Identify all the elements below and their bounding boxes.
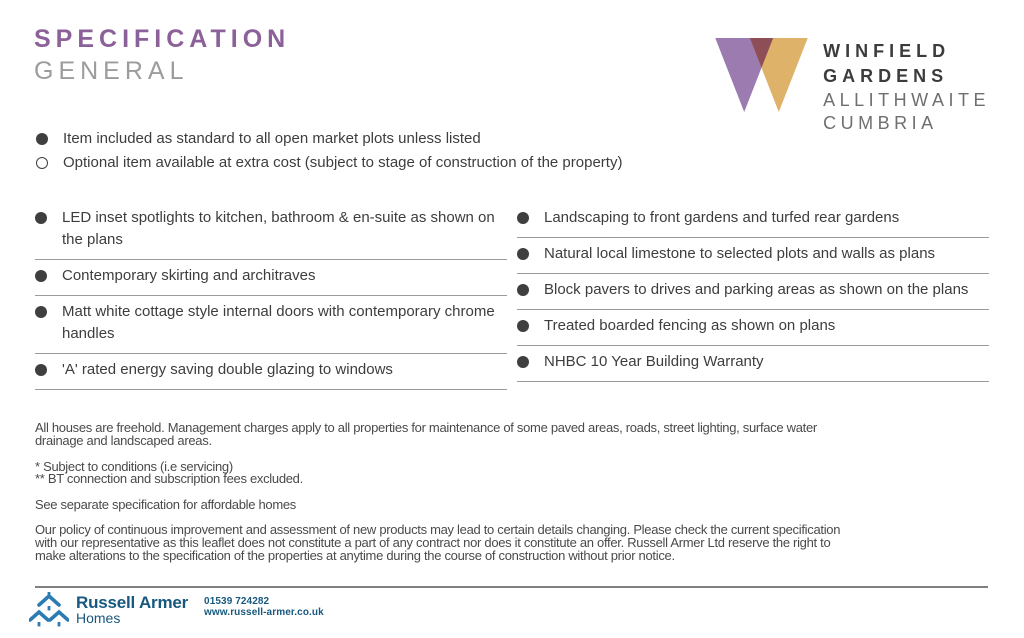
- spec-item-text: NHBC 10 Year Building Warranty: [544, 353, 764, 370]
- spec-item: [517, 310, 989, 346]
- footer-divider: [35, 586, 988, 588]
- brand-location-line2: CUMBRIA: [823, 113, 938, 133]
- specification-columns: [35, 202, 989, 390]
- spec-item-text: Landscaping to front gardens and turfed rear gardens: [544, 209, 900, 226]
- company-name: Russell Armer: [76, 593, 189, 612]
- filled-circle-icon: [36, 133, 48, 145]
- footnotes: [35, 458, 847, 487]
- company-division: Homes: [76, 610, 121, 626]
- notes-section: [35, 422, 847, 562]
- spec-item-text: Matt white cottage style internal doors with contemporary chrome handles: [62, 303, 495, 342]
- footer: [29, 592, 324, 628]
- filled-circle-icon: [35, 270, 47, 282]
- spec-item: [517, 346, 989, 382]
- spec-item: [35, 260, 507, 296]
- spec-item-text: Natural local limestone to selected plots and walls as plans: [544, 245, 936, 262]
- spec-item: [517, 238, 989, 274]
- freehold-note: All houses are freehold. Management charges apply to all properties for maintenance of some paved areas, roads, street lighting, surface water drainage and landscaped areas.: [35, 420, 817, 448]
- brand-location-line1: ALLITHWAITE: [823, 90, 990, 110]
- filled-circle-icon: [517, 356, 529, 368]
- spec-item-text: LED inset spotlights to kitchen, bathroom & en-suite as shown on the plans: [62, 209, 495, 248]
- spec-item-text: 'A' rated energy saving double glazing to windows: [62, 361, 393, 378]
- affordable-homes-note: See separate specification for affordable homes: [35, 497, 296, 513]
- brand-text-block: [823, 38, 990, 135]
- spec-item: [35, 354, 507, 390]
- page-subtitle: GENERAL: [34, 57, 189, 85]
- filled-circle-icon: [517, 284, 529, 296]
- page-title: SPECIFICATION: [34, 25, 291, 53]
- company-name-block: [76, 594, 188, 626]
- spec-item: [35, 202, 507, 260]
- brand-name-line1: WINFIELD: [823, 41, 951, 61]
- filled-circle-icon: [35, 364, 47, 376]
- legend: [36, 130, 622, 178]
- spec-item-text: Block pavers to drives and parking areas as shown on the plans: [544, 281, 969, 298]
- website-url: www.russell-armer.co.uk: [204, 607, 324, 618]
- footnote-bt: ** BT connection and subscription fees excluded.: [35, 471, 303, 487]
- footnote-conditions: * Subject to conditions (i.e servicing): [35, 458, 233, 474]
- spec-column-left: [35, 202, 507, 390]
- filled-circle-icon: [35, 306, 47, 318]
- filled-circle-icon: [517, 248, 529, 260]
- spec-item: [35, 296, 507, 354]
- contact-block: [204, 596, 324, 618]
- legend-optional-text: Optional item available at extra cost (subject to stage of construction of the property): [63, 154, 623, 171]
- russell-armer-houses-icon: [29, 592, 69, 628]
- spec-item: [517, 274, 989, 310]
- policy-disclaimer: Our policy of continuous improvement and assessment of new products may lead to certain details changing. Please check the current specification with our representative as this leaflet does not constitute a part of any contract nor does it constitute an offer. Russell Armer Ltd reserve the right to make alterations to the specification of the properties at anytime during the course of construction without prior notice.: [35, 521, 841, 563]
- spec-item: [517, 202, 989, 238]
- legend-standard-text: Item included as standard to all open market plots unless listed: [63, 130, 481, 147]
- spec-column-right: [517, 202, 989, 390]
- legend-row-standard: [36, 130, 622, 147]
- page-title-block: [34, 24, 290, 86]
- brand-name-line2: GARDENS: [823, 66, 949, 86]
- filled-circle-icon: [517, 212, 529, 224]
- spec-item-text: Contemporary skirting and architraves: [62, 267, 316, 284]
- legend-row-optional: [36, 154, 622, 171]
- filled-circle-icon: [517, 320, 529, 332]
- filled-circle-icon: [35, 212, 47, 224]
- phone-number: 01539 724282: [204, 596, 270, 607]
- open-circle-icon: [36, 157, 48, 169]
- winfield-gardens-logo-icon: [714, 38, 809, 112]
- spec-item-text: Treated boarded fencing as shown on plans: [544, 317, 836, 334]
- development-brand: [714, 38, 990, 135]
